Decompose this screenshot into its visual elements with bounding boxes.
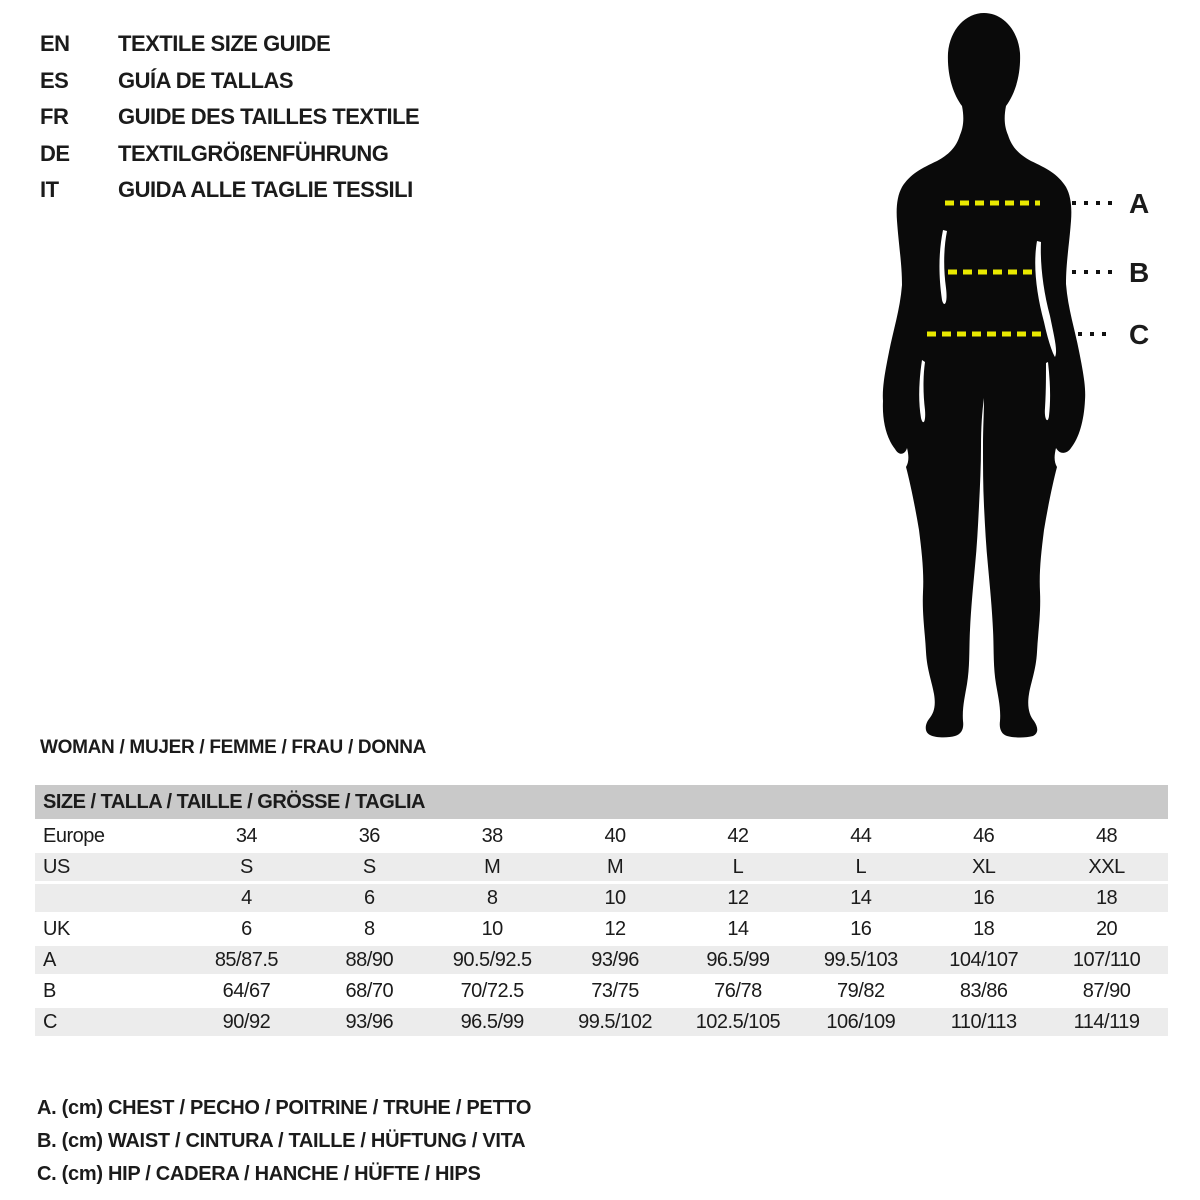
language-code: DE <box>40 140 70 166</box>
table-cell: 34 <box>235 824 258 847</box>
table-cell: 6 <box>241 917 252 940</box>
language-code: IT <box>40 177 59 202</box>
table-cell: 18 <box>973 917 995 940</box>
table-cell: 10 <box>604 886 626 909</box>
table-row <box>35 853 1168 881</box>
woman-silhouette-body <box>883 13 1085 738</box>
table-cell: 12 <box>604 917 626 940</box>
table-cell: L <box>732 855 744 878</box>
row-label: B <box>43 979 56 1002</box>
table-cell: 42 <box>727 824 749 847</box>
table-cell: 76/78 <box>714 979 762 1002</box>
language-row-fr <box>40 99 419 136</box>
table-cell: 44 <box>850 824 872 847</box>
table-cell: 87/90 <box>1082 979 1131 1002</box>
table-cell: 88/90 <box>345 948 394 971</box>
table-row <box>35 915 1168 943</box>
table-cell: 16 <box>973 886 995 909</box>
language-code: ES <box>40 67 69 93</box>
language-label: GUIDE DES TAILLES TEXTILE <box>118 104 420 129</box>
row-label: US <box>43 855 70 878</box>
size-table-header: SIZE / TALLA / TAILLE / GRÖSSE / TAGLIA <box>35 785 1168 819</box>
table-row <box>35 946 1168 974</box>
table-cell: 8 <box>364 917 375 940</box>
table-cell: 104/107 <box>949 948 1019 971</box>
language-label: GUIDA ALLE TAGLIE TESSILI <box>118 177 413 202</box>
language-row-it <box>40 172 419 209</box>
table-row <box>35 1008 1168 1036</box>
measure-label-c: C <box>1129 319 1150 350</box>
row-label: Europe <box>43 824 105 847</box>
table-cell: 8 <box>486 886 498 909</box>
table-cell: 107/110 <box>1072 948 1141 971</box>
table-cell: 20 <box>1095 917 1118 940</box>
section-title: WOMAN / MUJER / FEMME / FRAU / DONNA <box>40 737 427 758</box>
table-cell: 38 <box>481 824 503 847</box>
row-label: A <box>43 948 56 971</box>
language-row-en <box>40 26 419 63</box>
language-row-de <box>40 136 419 173</box>
table-cell: 4 <box>241 886 252 909</box>
table-cell: 46 <box>973 824 995 847</box>
table-cell: 64/67 <box>222 979 271 1002</box>
language-label: TEXTILE SIZE GUIDE <box>118 31 331 56</box>
table-cell: S <box>362 855 376 878</box>
measure-label-b: B <box>1129 257 1150 288</box>
table-cell: 16 <box>850 917 872 940</box>
table-cell: 96.5/99 <box>460 1010 524 1033</box>
row-label: C <box>43 1010 57 1033</box>
table-cell: 102.5/105 <box>695 1010 781 1033</box>
table-row <box>35 977 1168 1005</box>
table-cell: 90.5/92.5 <box>452 948 532 971</box>
table-cell: 114/119 <box>1073 1010 1140 1033</box>
table-cell: 48 <box>1095 824 1118 847</box>
table-cell: 14 <box>850 886 872 909</box>
table-row <box>35 884 1168 912</box>
table-cell: 93/96 <box>345 1010 394 1033</box>
table-cell: 6 <box>364 886 375 909</box>
table-row <box>35 822 1168 850</box>
table-cell: 40 <box>604 824 626 847</box>
table-cell: 85/87.5 <box>214 948 279 971</box>
row-label: UK <box>43 917 70 940</box>
table-cell: L <box>855 855 867 878</box>
table-cell: 73/75 <box>591 979 639 1002</box>
table-cell: S <box>240 855 253 878</box>
legend-chest: A. (cm) CHEST / PECHO / POITRINE / TRUHE / PETTO <box>37 1097 532 1119</box>
table-cell: 90/92 <box>222 1010 271 1033</box>
table-cell: 36 <box>358 824 380 847</box>
table-cell: 18 <box>1095 886 1118 909</box>
woman-silhouette-icon <box>880 0 1160 745</box>
language-row-es <box>40 63 419 100</box>
table-cell: 96.5/99 <box>706 948 770 971</box>
legend-waist: B. (cm) WAIST / CINTURA / TAILLE / HÜFTUNG / VITA <box>37 1130 526 1152</box>
size-table-body <box>35 822 1168 1036</box>
table-cell: 10 <box>481 917 503 940</box>
table-cell: 99.5/102 <box>578 1010 652 1033</box>
table-cell: 12 <box>727 886 749 909</box>
table-cell: 68/70 <box>345 979 394 1002</box>
table-cell: 110/113 <box>950 1010 1017 1033</box>
measure-label-a: A <box>1129 188 1150 219</box>
table-cell: 70/72.5 <box>460 979 524 1002</box>
table-cell: M <box>606 855 624 878</box>
measurement-legend <box>37 1092 531 1191</box>
table-cell: 99.5/103 <box>823 948 898 971</box>
language-list <box>40 26 419 209</box>
measurement-figure <box>880 0 1160 745</box>
table-cell: XXL <box>1088 855 1125 878</box>
language-label: TEXTILGRÖßENFÜHRUNG <box>118 140 389 166</box>
table-cell: 79/82 <box>837 979 885 1002</box>
table-cell: XL <box>971 855 996 878</box>
table-cell: 83/86 <box>959 979 1008 1002</box>
language-label: GUÍA DE TALLAS <box>118 67 294 93</box>
language-code: FR <box>40 104 69 129</box>
table-cell: 14 <box>727 917 749 940</box>
language-code: EN <box>40 31 70 56</box>
size-table <box>35 785 1168 1036</box>
table-cell: 93/96 <box>591 948 639 971</box>
table-cell: 106/109 <box>826 1010 896 1033</box>
legend-hip: C. (cm) HIP / CADERA / HANCHE / HÜFTE / HIPS <box>37 1163 481 1185</box>
table-cell: M <box>484 855 501 878</box>
